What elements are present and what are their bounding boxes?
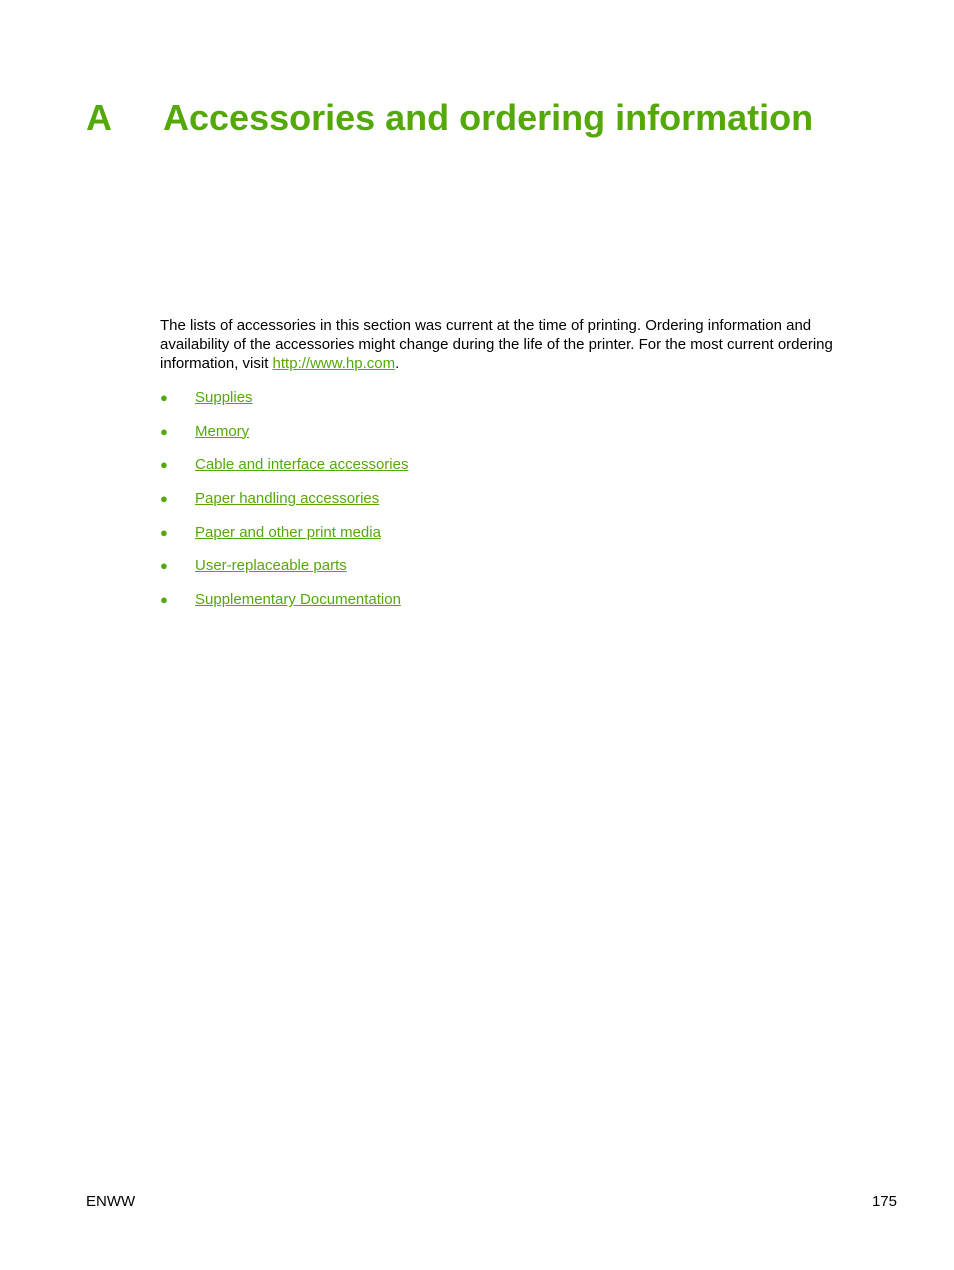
bullet-icon: ● — [160, 592, 168, 608]
list-item — [160, 523, 408, 557]
link-paper-print-media[interactable]: Paper and other print media — [195, 523, 381, 541]
chapter-letter: A — [86, 97, 112, 138]
chapter-heading — [86, 96, 813, 140]
bullet-icon: ● — [160, 491, 168, 507]
intro-paragraph — [160, 316, 860, 373]
intro-text-end: . — [395, 355, 400, 372]
hp-website-link[interactable]: http://www.hp.com — [272, 355, 396, 372]
link-supplementary-documentation[interactable]: Supplementary Documentation — [195, 591, 401, 609]
page-number: 175 — [871, 1193, 897, 1210]
bullet-icon: ● — [160, 390, 168, 405]
link-supplies[interactable]: Supplies — [195, 389, 253, 406]
list-item — [160, 489, 408, 523]
bullet-icon: ● — [160, 457, 168, 473]
list-item — [160, 556, 408, 590]
link-paper-handling-accessories[interactable]: Paper handling accessories — [195, 490, 380, 508]
list-item — [160, 422, 408, 456]
footer-label: ENWW — [86, 1193, 136, 1210]
list-item — [160, 590, 408, 624]
list-item — [160, 388, 408, 422]
list-item — [160, 455, 408, 489]
link-memory[interactable]: Memory — [195, 422, 250, 440]
section-link-list — [160, 388, 408, 624]
bullet-icon: ● — [160, 558, 168, 574]
bullet-icon: ● — [160, 524, 168, 540]
link-user-replaceable-parts[interactable]: User-replaceable parts — [195, 557, 347, 575]
bullet-icon: ● — [160, 423, 168, 439]
intro-text: The lists of accessories in this section was current at the time of printing. Ordering information and availability of the accessories might change during the life of the printer. For the most current ordering information, visit — [160, 317, 833, 372]
chapter-title: Accessories and ordering information — [163, 97, 814, 138]
link-cable-interface-accessories[interactable]: Cable and interface accessories — [195, 456, 409, 474]
